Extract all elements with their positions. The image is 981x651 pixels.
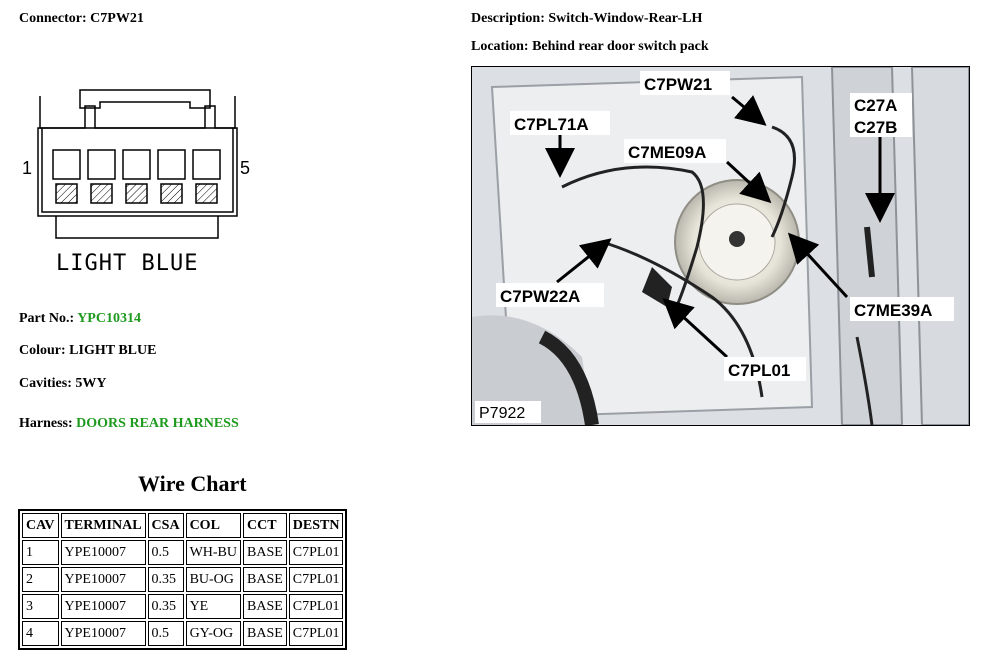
connector-line [19,11,144,27]
cell-cav: 4 [22,621,59,646]
colour-line [19,343,156,359]
cavities-value: 5WY [75,376,107,391]
cell-csa: 0.5 [148,540,184,565]
pin-1-label: 1 [22,158,33,178]
cell-destn: C7PL01 [289,567,344,592]
location-label: Location: [471,39,529,54]
cell-destn: C7PL01 [289,594,344,619]
cavities-line [19,376,107,392]
header-csa: CSA [148,513,184,538]
cell-destn: C7PL01 [289,621,344,646]
callout-c7pw22a: C7PW22A [500,287,581,306]
harness-link[interactable]: DOORS REAR HARNESS [76,416,239,431]
location-photo [471,66,970,426]
callout-c7me09a: C7ME09A [628,143,707,162]
wire-chart-table [18,509,347,650]
cell-csa: 0.5 [148,621,184,646]
table-row [22,594,343,619]
connector-label: Connector: [19,11,87,26]
callout-c27b: C27B [854,118,898,137]
location-line [471,39,709,55]
cell-terminal: YPE10007 [61,567,146,592]
callout-c27a: C27A [854,96,898,115]
cell-cct: BASE [243,621,287,646]
part-no-line [19,311,141,327]
connector-face-diagram [20,88,250,278]
cell-csa: 0.35 [148,594,184,619]
header-destn: DESTN [289,513,344,538]
cell-destn: C7PL01 [289,540,344,565]
cell-col: YE [186,594,241,619]
description-value: Switch-Window-Rear-LH [548,11,703,26]
callout-c7pw21: C7PW21 [644,75,713,94]
cell-terminal: YPE10007 [61,594,146,619]
header-cct: CCT [243,513,287,538]
cell-cct: BASE [243,540,287,565]
table-row [22,567,343,592]
cell-col: BU-OG [186,567,241,592]
callout-c7pl01: C7PL01 [728,361,791,380]
photo-ref: P7922 [479,405,526,422]
colour-label: Colour: [19,343,66,358]
connector-value: C7PW21 [90,11,144,26]
header-col: COL [186,513,241,538]
pin-5-label: 5 [240,158,250,178]
callout-c7me39a: C7ME39A [854,301,933,320]
cell-csa: 0.35 [148,567,184,592]
cell-cav: 3 [22,594,59,619]
description-line [471,11,702,27]
cell-col: WH-BU [186,540,241,565]
cell-col: GY-OG [186,621,241,646]
part-no-link[interactable]: YPC10314 [77,311,141,326]
header-terminal: TERMINAL [61,513,146,538]
connector-colour-text: LIGHT BLUE [56,251,199,276]
cell-terminal: YPE10007 [61,540,146,565]
description-label: Description: [471,11,545,26]
table-row [22,540,343,565]
cell-cct: BASE [243,594,287,619]
cavities-label: Cavities: [19,376,72,391]
cell-cav: 1 [22,540,59,565]
cell-cav: 2 [22,567,59,592]
cell-terminal: YPE10007 [61,621,146,646]
cell-cct: BASE [243,567,287,592]
colour-value: LIGHT BLUE [69,343,157,358]
wire-chart-title: Wire Chart [138,471,247,496]
door-illustration [472,67,969,425]
part-no-label: Part No.: [19,311,75,326]
header-cav: CAV [22,513,59,538]
harness-line [19,416,239,432]
callout-c7pl71a: C7PL71A [514,115,589,134]
harness-label: Harness: [19,416,73,431]
table-header-row [22,513,343,538]
location-value: Behind rear door switch pack [532,39,709,54]
table-row [22,621,343,646]
